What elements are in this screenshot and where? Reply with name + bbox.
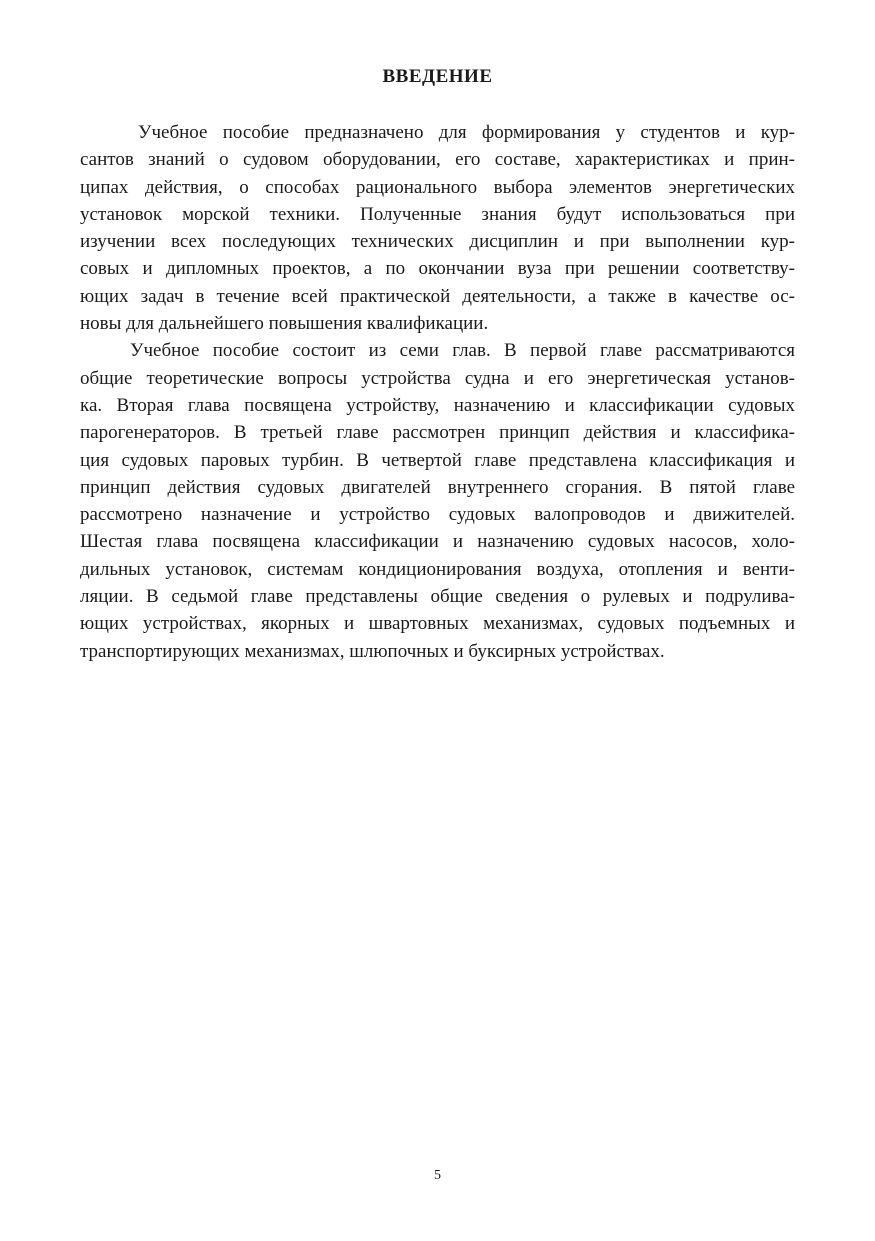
page-title: ВВЕДЕНИЕ bbox=[382, 66, 493, 87]
text-line: ка. Вторая глава посвящена устройству, назначению и классификации судовых bbox=[80, 394, 795, 416]
page-number: 5 bbox=[434, 1168, 441, 1183]
text-line: установок морской техники. Полученные знания будут использоваться при bbox=[80, 203, 795, 225]
paragraph-2 bbox=[80, 337, 795, 665]
text-line: ция судовых паровых турбин. В четвертой главе представлена классификация и bbox=[80, 449, 795, 471]
text-line: транспортирующих механизмах, шлюпочных и буксирных устройствах. bbox=[80, 640, 665, 662]
text-line: парогенераторов. В третьей главе рассмотрен принцип действия и классифика- bbox=[80, 422, 795, 444]
text-line: дильных установок, системам кондиционирования воздуха, отопления и венти- bbox=[80, 558, 795, 580]
text-line: принцип действия судовых двигателей внутреннего сгорания. В пятой главе bbox=[80, 476, 795, 498]
text-line: ющих устройствах, якорных и швартовных механизмах, судовых подъемных и bbox=[80, 613, 795, 635]
paragraph-1 bbox=[80, 119, 795, 337]
body-text bbox=[80, 119, 795, 665]
text-line: общие теоретические вопросы устройства судна и его энергетическая установ- bbox=[80, 367, 795, 389]
text-line: совых и дипломных проектов, а по окончании вуза при решении соответству- bbox=[80, 258, 795, 280]
text-line: Шестая глава посвящена классификации и назначению судовых насосов, холо- bbox=[80, 531, 795, 553]
text-line: изучении всех последующих технических дисциплин и при выполнении кур- bbox=[80, 231, 795, 253]
text-line: ципах действия, о способах рационального выбора элементов энергетических bbox=[80, 176, 795, 198]
text-line: новы для дальнейшего повышения квалификации. bbox=[80, 313, 489, 335]
text-line: рассмотрено назначение и устройство судовых валопроводов и движителей. bbox=[80, 504, 795, 526]
text-line: Учебное пособие предназначено для формирования у студентов и кур- bbox=[138, 122, 795, 143]
text-line: сантов знаний о судовом оборудовании, его составе, характеристиках и прин- bbox=[80, 149, 795, 171]
text-line: ляции. В седьмой главе представлены общие сведения о рулевых и подрулива- bbox=[80, 586, 795, 608]
text-line: ющих задач в течение всей практической деятельности, а также в качестве ос- bbox=[80, 285, 795, 307]
text-line: Учебное пособие состоит из семи глав. В первой главе рассматриваются bbox=[130, 340, 795, 362]
